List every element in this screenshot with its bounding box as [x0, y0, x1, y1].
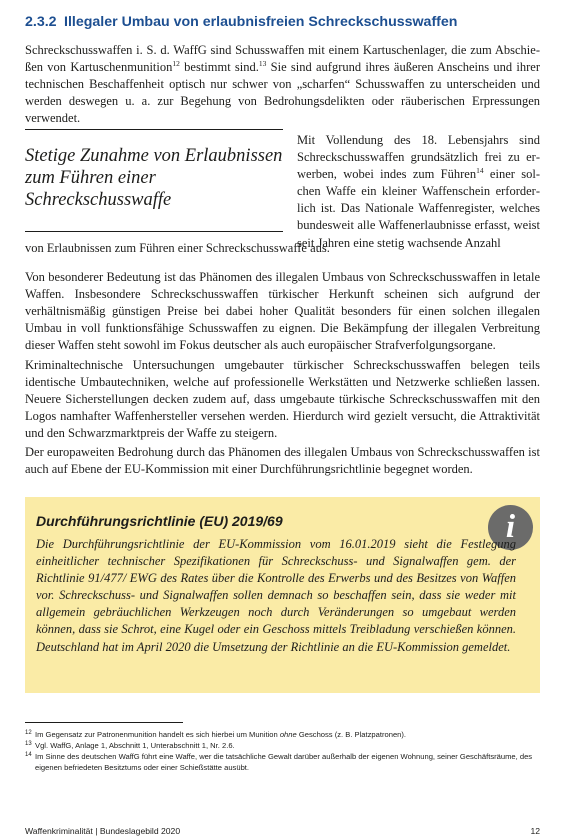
footnotes — [25, 729, 540, 773]
paragraph-umbau: Von besonderer Bedeutung ist das Phänomen des illegalen Umbaus von Schreckschusswaffen in letale Waffen. Insbesondere Schreckschusswaffen türkischer Herkunft scheinen sich aufgrund der verhältnismäßig günstigen Preise bei dabei hoher Qualität besonders für einen solchen illegalen Umbau in voll funktionsfähige Schusswaffen zu eignen. Die Bekämpfung der illegalen Verbreitung dieser Waffen steht sowohl im Fokus deutscher als auch europäischer Strafverfolgungsorgane. — [25, 270, 540, 353]
footnote-text: Vgl. WaffG, Anlage 1, Abschnitt 1, Unterabschnitt 1, Nr. 2.6. — [35, 741, 235, 750]
info-box-title: Durchführungsrichtlinie (EU) 2019/69 — [36, 513, 283, 529]
paragraph-untersuchungen: Kriminaltechnische Untersuchungen umgebauter türkischer Schreckschusswaffen belegen teils identische Umbautechniken, welche auf professionelle Werkstätten und Netzwerke schließen lassen. Neuere Sicherstellungen decken zudem auf, dass umgebaute türkische Schreckschusswaffen mit den Logos namhafter Waffenhersteller versehen werden. Hierdurch wird gezielt versucht, die Attraktivität und den Schwarzmarktpreis der Waffe zu steigern. — [25, 358, 540, 441]
paragraph-erlaubnis — [297, 132, 540, 252]
pull-quote-rule-top — [25, 129, 283, 130]
footnote-ref-12[interactable]: 12 — [172, 58, 180, 68]
footnote — [25, 751, 540, 773]
footnote — [25, 729, 540, 740]
paragraph-erlaubnis-end: von Erlaubnissen zum Führen einer Schreckschusswaffe aus. — [25, 241, 330, 255]
info-icon-glyph: i — [505, 509, 516, 545]
paragraph-text: Mit Vollendung des 18. Lebensjahrs sind Schreckschusswaffen grundsätzlich frei zu erwerben, wobei indes zum Führen — [297, 133, 540, 182]
footnote-divider — [25, 722, 183, 723]
page-number: 12 — [530, 826, 540, 836]
paragraph-text: Schreckschusswaffen i. S. d. WaffG sind Schusswaffen mit einem Kartuschenlager, die zum Abschießen von Kartuschenmunition — [25, 43, 540, 75]
pull-quote: Stetige Zunahme von Erlaubnissen zum Führen einer Schreckschusswaffe — [25, 146, 283, 210]
page — [25, 0, 540, 839]
footnote-ref-13[interactable]: 13 — [258, 58, 267, 68]
paragraph-text: Sie sind aufgrund ihres äußeren Anscheins und ihrer technischen Beschaffenheit optisch nur schwer von „scharfen“ Schusswaffen zu unterscheiden und werden deswegen u. a. zur Begehung von Bedrohungsdelikten oder räuberischen Erpressungen verwendet. — [25, 60, 540, 126]
paragraph-intro — [25, 42, 540, 127]
footnote-ref-14[interactable]: 14 — [476, 166, 484, 176]
paragraph-text: bestimmt sind. — [179, 60, 259, 75]
footnote — [25, 740, 540, 751]
paragraph-eu: Der europaweiten Bedrohung durch das Phänomen des illegalen Umbaus von Schreckschusswaffen ist auch auf Ebene der EU-Kommission mit einer Durchführungsrichtlinie begegnet worden. — [25, 445, 540, 477]
footer-publication: Waffenkriminalität | Bundeslagebild 2020 — [25, 826, 181, 836]
pull-quote-rule-bottom — [25, 231, 283, 232]
paragraph-text: einer solchen Waffe ein kleiner Waffenschein erforderlich ist. Das Nationale Waffenregister, welches bundesweit alle Waffenerlaubnisse erfasst, weist seit Jahren eine stetig wachsende Anzahl — [297, 167, 540, 250]
section-title: Illegaler Umbau von erlaubnisfreien Schreckschusswaffen — [64, 14, 458, 30]
section-heading — [25, 14, 457, 30]
footnote-text: Im Gegensatz zur Patronenmunition handelt es sich hierbei um Munition ohne Geschoss (z. B. Platzpatronen). — [35, 730, 407, 739]
footnote-number: 14 — [25, 752, 32, 758]
info-box-body: Die Durchführungsrichtlinie der EU-Kommission vom 16.01.2019 sieht die Festlegung einheitlicher technischer Spezifikationen für Schreckschuss- und Signalwaffen gem. der Richtlinie 91/477/ EWG des Rates über die Kontrolle des Erwerbs und des Besitzes von Waffen vor. Schreckschuss- und Signalwaffen sollen demnach so beschaffen sein, dass sie weder mit allgemein gebräuchlichen Werkzeugen noch durch Veränderungen so umgebaut werden können, dass sie Schrot, eine Kugel oder ein Geschoss mittels Treibladung verschießen können. Deutschland hat im April 2020 die Umsetzung der Richtlinie an die EU-Kommission gemeldet. — [36, 537, 516, 654]
footnote-number: 13 — [25, 741, 32, 747]
section-number: 2.3.2 — [25, 14, 57, 30]
footnote-number: 12 — [25, 730, 32, 736]
info-box — [25, 497, 540, 693]
footnote-text: Im Sinne des deutschen WaffG führt eine Waffe, wer die tatsächliche Gewalt darüber außerhalb der eigenen Wohnung, seiner Geschäftsräume, des eigenen befriedeten Besitztums oder einer Schießstätte ausübt. — [35, 752, 533, 772]
